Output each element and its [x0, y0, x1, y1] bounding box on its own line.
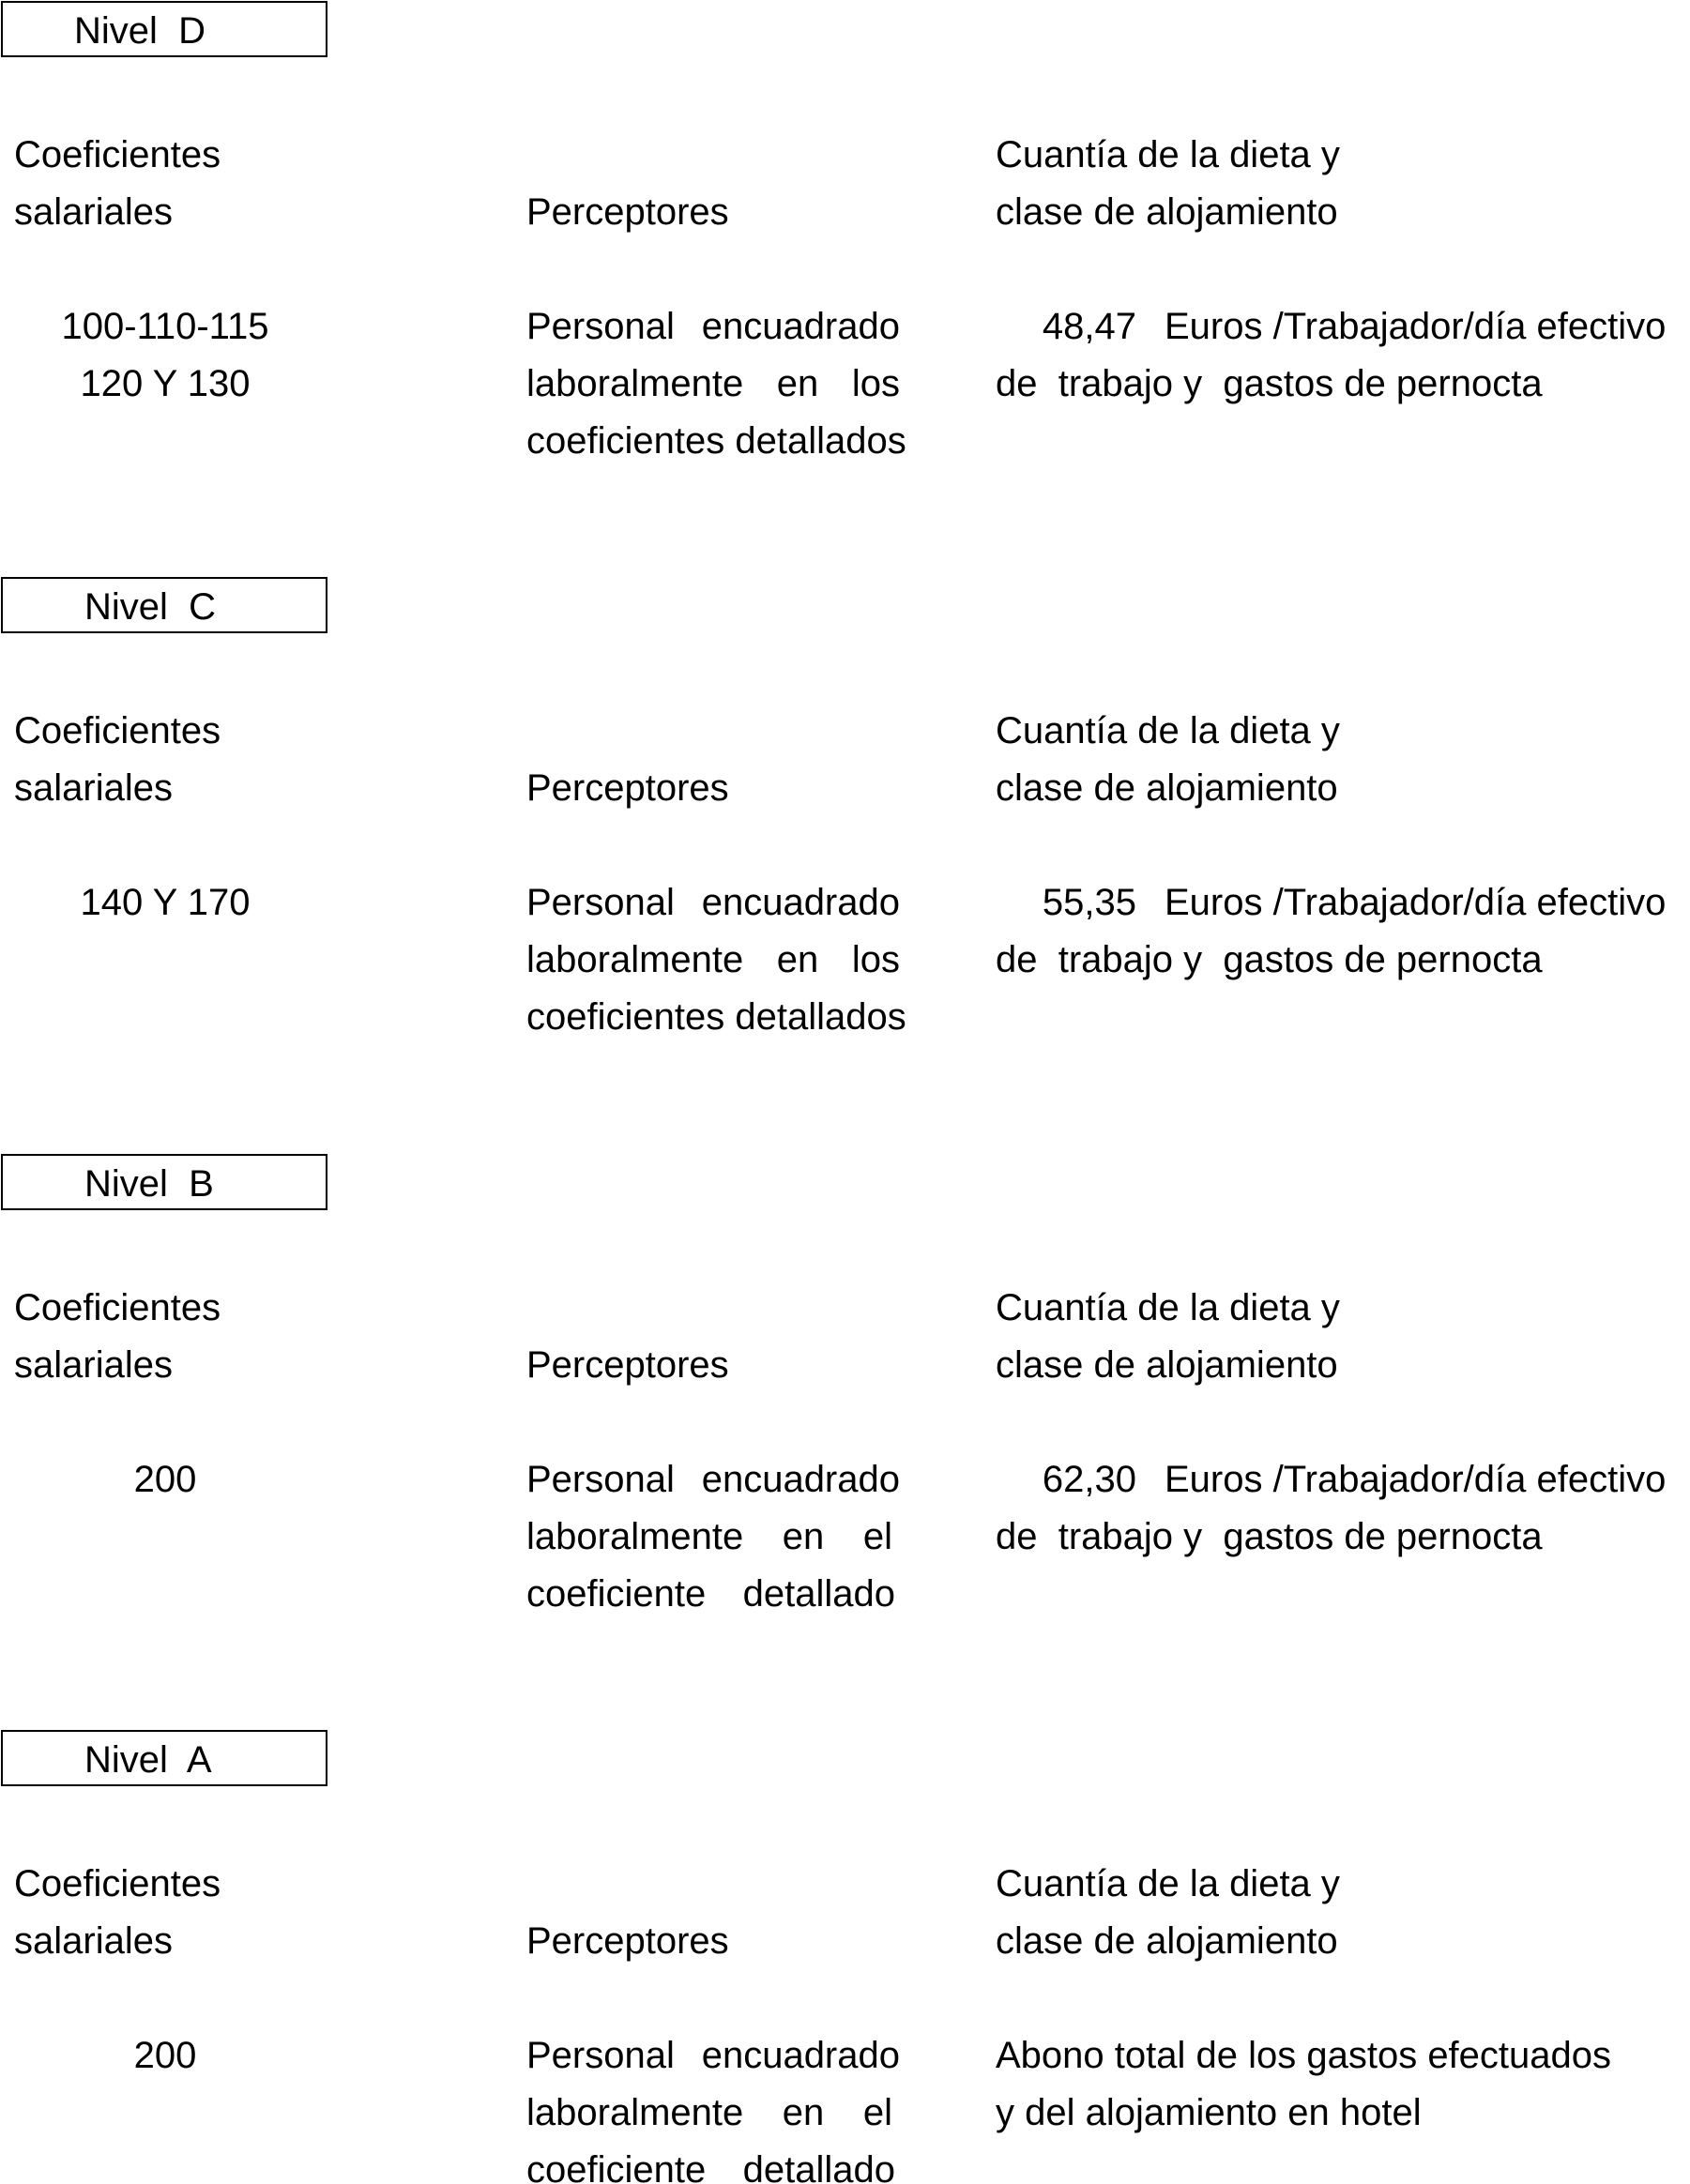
perceptores-line1: Personal encuadrado	[526, 2035, 900, 2076]
perceptores-line2: laboralmente en el	[526, 1516, 892, 1557]
header-cuantia-line2: clase de alojamiento	[996, 191, 1338, 233]
section-nivel-c	[0, 576, 1690, 1152]
header-coef-line2: salariales	[14, 1920, 173, 1962]
header-coef-line2: salariales	[14, 191, 173, 233]
header-coef-line2: salariales	[14, 767, 173, 809]
amount-line2: de trabajo y gastos de pernocta	[996, 939, 1543, 980]
header-coef-line1: Coeficientes	[14, 134, 221, 175]
amount-value: 62,30	[1042, 1459, 1136, 1500]
header-cuantia-line2: clase de alojamiento	[996, 1920, 1338, 1962]
level-box: Nivel D	[1, 1, 327, 57]
coef-value-line1: 140 Y 170	[80, 882, 251, 923]
perceptores-line1: Personal encuadrado	[526, 882, 900, 923]
header-coef-line2: salariales	[14, 1344, 173, 1386]
level-box: Nivel B	[1, 1154, 327, 1210]
header-cuantia-line2: clase de alojamiento	[996, 767, 1338, 809]
amount-value: 55,35	[1042, 882, 1136, 923]
perceptores-line1: Personal encuadrado	[526, 1459, 900, 1500]
amount-text: Euros /Trabajador/día efectivo	[1165, 882, 1667, 923]
amount-line1: Abono total de los gastos efectuados	[996, 2035, 1612, 2076]
amount-line2: de trabajo y gastos de pernocta	[996, 363, 1543, 404]
section-nivel-d	[0, 0, 1690, 576]
section-nivel-a	[0, 1729, 1690, 2184]
header-coef-line1: Coeficientes	[14, 1863, 221, 1904]
level-box: Nivel A	[1, 1730, 327, 1786]
header-coef-line1: Coeficientes	[14, 710, 221, 751]
header-cuantia-line1: Cuantía de la dieta y	[996, 1287, 1340, 1328]
header-cuantia-line2: clase de alojamiento	[996, 1344, 1338, 1386]
header-coef-line1: Coeficientes	[14, 1287, 221, 1328]
amount-line1	[996, 880, 1690, 925]
coef-value-line1: 200	[133, 1459, 197, 1500]
section-nivel-b	[0, 1153, 1690, 1729]
perceptores-line3: coeficientes detallados	[526, 996, 906, 1038]
header-perceptores: Perceptores	[526, 191, 729, 233]
amount-line1	[996, 1457, 1690, 1502]
header-cuantia-line1: Cuantía de la dieta y	[996, 134, 1340, 175]
perceptores-line3: coeficientes detallados	[526, 420, 906, 462]
level-box: Nivel C	[1, 577, 327, 633]
perceptores-line2: laboralmente en el	[526, 2092, 892, 2133]
amount-text: Euros /Trabajador/día efectivo	[1165, 1459, 1667, 1500]
perceptores-line2: laboralmente en los	[526, 939, 900, 980]
coef-value-line2: 120 Y 130	[80, 363, 251, 404]
amount-line2: de trabajo y gastos de pernocta	[996, 1516, 1543, 1557]
amount-text: Euros /Trabajador/día efectivo	[1165, 306, 1667, 347]
coef-value-line1: 100-110-115	[61, 306, 269, 347]
perceptores-line2: laboralmente en los	[526, 363, 900, 404]
amount-line1	[996, 304, 1690, 349]
perceptores-line3: coeficiente detallado	[526, 1573, 895, 1615]
coef-value-line1: 200	[133, 2035, 197, 2076]
header-perceptores: Perceptores	[526, 1920, 729, 1962]
amount-line2: y del alojamiento en hotel	[996, 2092, 1422, 2133]
amount-value: 48,47	[1042, 306, 1136, 347]
header-perceptores: Perceptores	[526, 1344, 729, 1386]
perceptores-line1: Personal encuadrado	[526, 306, 900, 347]
header-cuantia-line1: Cuantía de la dieta y	[996, 710, 1340, 751]
header-perceptores: Perceptores	[526, 767, 729, 809]
header-cuantia-line1: Cuantía de la dieta y	[996, 1863, 1340, 1904]
perceptores-line3: coeficiente detallado	[526, 2149, 895, 2184]
